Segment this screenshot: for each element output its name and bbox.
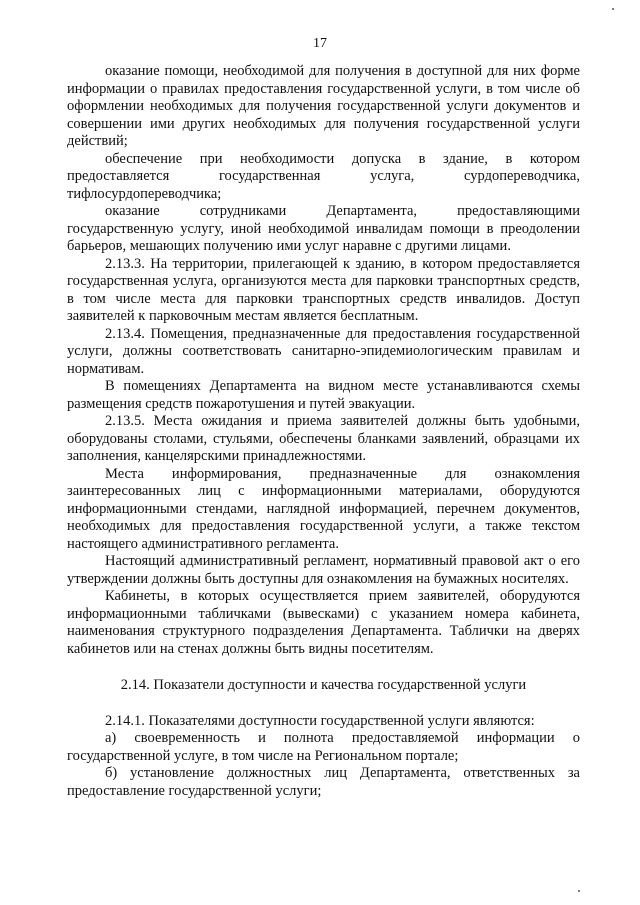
section-heading: 2.14. Показатели доступности и качества государственной услуги [120,677,527,693]
paragraph: оказание помощи, необходимой для получения в доступной для них форме информации о правилах предоставления государственной услуги, в том числе об оформлении необходимых для получения государственной услуги документов и совершении ими других необходимых для получения государственной услуги действий; [67,63,580,149]
paragraph: Кабинеты, в которых осуществляется прием заявителей, оборудуются информационными табличками (вывесками) с указанием номера кабинета, наименования структурного подразделения Департамента. Таблички на дверях кабинетов или на стенах должны быть видны посетителям. [67,588,580,657]
paragraph: Места информирования, предназначенные для ознакомления заинтересованных лиц с информационными материалами, оборудуются информационными стендами, наглядной информацией, перечнем документов, необходимых для предоставления государственной услуги, а также текстом настоящего административного регламента. [67,465,580,552]
paragraph: 2.13.4. Помещения, предназначенные для предоставления государственной услуги, должны соответствовать санитарно-эпидемиологическим правилам и нормативам. [67,325,580,377]
scan-speck [612,8,614,10]
scan-speck [578,890,580,892]
paragraph: В помещениях Департамента на видном месте устанавливаются схемы размещения средств пожаротушения и путей эвакуации. [67,378,580,412]
paragraph: Настоящий административный регламент, нормативный правовой акт о его утверждении должны быть доступны для ознакомления на бумажных носителях. [67,553,580,587]
paragraph: обеспечение при необходимости допуска в здание, в котором предоставляется государственная услуга, сурдопереводчика, тифлосурдопереводчика; [67,150,580,202]
document-body [67,63,580,800]
paragraph: б) установление должностных лиц Департамента, ответственных за предоставление государственной услуги; [67,765,580,799]
paragraph: а) своевременность и полнота предоставляемой информации о государственной услуге, в том числе на Региональном портале; [67,730,580,764]
paragraph: 2.14.1. Показателями доступности государственной услуги являются: [105,712,535,729]
paragraph: оказание сотрудниками Департамента, предоставляющими государственную услугу, иной необходимой инвалидам помощи в преодолении барьеров, мешающих получению ими услуг наравне с другими лицами. [67,203,580,254]
paragraph: 2.13.3. На территории, прилегающей к зданию, в котором предоставляется государственная услуга, организуются места для парковки транспортных средств, в том числе места для парковки транспортных средств инвалидов. Доступ заявителей к парковочным местам является бесплатным. [67,255,580,324]
page-number: 17 [313,36,327,51]
paragraph: 2.13.5. Места ожидания и приема заявителей должны быть удобными, оборудованы столами, стульями, обеспечены бланками заявлений, образцами их заполнения, канцелярскими принадлежностями. [67,413,580,464]
